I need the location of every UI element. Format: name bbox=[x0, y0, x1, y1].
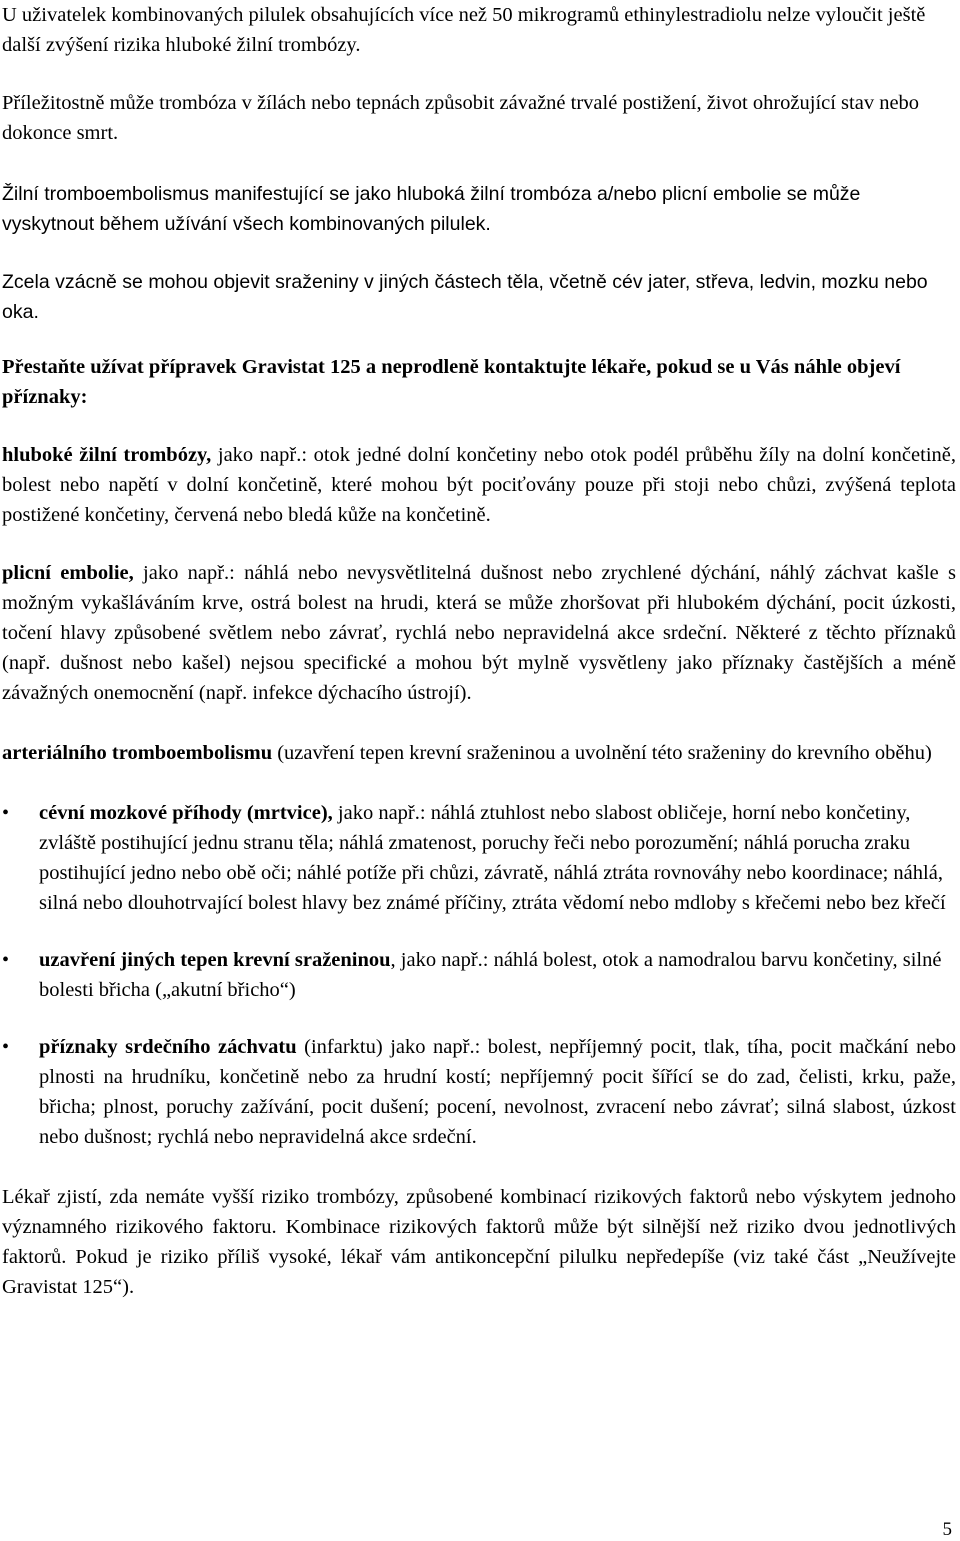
paragraph-rare-clots: Zcela vzácně se mohou objevit sraženiny v jiných částech těla, včetně cév jater, střeva, ledvin, mozku nebo oka. bbox=[2, 271, 928, 323]
paragraph-dvt bbox=[2, 440, 956, 530]
bullet-marker: • bbox=[2, 802, 10, 824]
symptom-list bbox=[2, 798, 956, 1152]
list-item-text: jako např.: náhlá ztuhlost nebo slabost obličeje, horní nebo končetiny, zvláště postihující jednu stranu těla; náhlá zmatenost, poruchy řeči nebo porozumění; náhlá porucha zraku postihující jedno nebo obě oči; náhlé potíže při chůzi, závratě, náhlá ztráta rovnováhy nebo koordinace; náhlá, silná nebo dlouhotrvající bolest hlavy bez známé příčiny, ztráta vědomí nebo mdloby s křečemi nebo bez křečí bbox=[39, 802, 946, 914]
pe-heading: plicní embolie, bbox=[2, 562, 134, 584]
arterial-heading: arteriálního tromboembolismu bbox=[2, 742, 273, 764]
arterial-text: (uzavření tepen krevní sraženinou a uvolnění této sraženiny do krevního oběhu) bbox=[272, 742, 932, 764]
pe-text: jako např.: náhlá nebo nevysvětlitelná dušnost nebo zrychlené dýchání, náhlý záchvat kašle s možným vykašláváním krve, ostrá bolest na hrudi, která se může zhoršovat při hlubokém dýchání, pocit úzkosti, točení hlavy způsobené světlem nebo závrať, rychlá nebo nepravidelná akce srdeční. Některé z těchto příznaků (např. dušnost nebo kašel) nejsou specifické a mohou být mylně vysvětleny jako příznaky častějších a méně závažných onemocnění (např. infekce dýchacího ústrojí). bbox=[2, 562, 956, 704]
paragraph-ethinylestradiol: U uživatelek kombinovaných pilulek obsahujících více než 50 mikrogramů ethinylestradiolu nelze vyloučit ještě další zvýšení rizika hluboké žilní trombózy. bbox=[2, 4, 926, 56]
list-item-stroke bbox=[2, 798, 956, 918]
stop-warning-text: Přestaňte užívat přípravek Gravistat 125 a neprodleně kontaktujte lékaře, pokud se u Vás náhle objeví příznaky: bbox=[2, 356, 901, 408]
page-number: 5 bbox=[942, 1519, 952, 1540]
bullet-marker: • bbox=[2, 1036, 10, 1058]
list-item-heading: uzavření jiných tepen krevní sraženinou bbox=[39, 949, 391, 971]
list-item-text: , jako např.: náhlá bolest, otok a namodralou barvu končetiny, silné bolesti břicha („akutní břicho“) bbox=[39, 949, 942, 1001]
paragraph-arterial bbox=[2, 738, 956, 768]
paragraph-pe bbox=[2, 558, 956, 708]
list-item-heading: cévní mozkové příhody (mrtvice), bbox=[39, 802, 333, 824]
dvt-heading: hluboké žilní trombózy, bbox=[2, 444, 212, 466]
paragraph-permanent-damage: Příležitostně může trombóza v žílách nebo tepnách způsobit závažné trvalé postižení, život ohrožující stav nebo dokonce smrt. bbox=[2, 92, 920, 144]
bullet-marker: • bbox=[2, 949, 10, 971]
paragraph-venous-thromboembolism: Žilní tromboembolismus manifestující se jako hluboká žilní trombóza a/nebo plicní embolie se může vyskytnout během užívání všech kombinovaných pilulek. bbox=[2, 183, 861, 235]
paragraph-stop-warning bbox=[2, 352, 956, 412]
list-item-heart-attack bbox=[2, 1032, 956, 1152]
list-item-heading: příznaky srdečního záchvatu bbox=[39, 1036, 297, 1058]
list-item-other-arteries bbox=[2, 945, 956, 1005]
document-page bbox=[2, 0, 956, 1302]
list-item-text: (infarktu) jako např.: bolest, nepříjemný pocit, tlak, tíha, pocit mačkání nebo plnosti na hrudníku, končetině nebo za hrudní kostí; nepříjemný pocit šířící se do zad, čelisti, krku, paže, břicha; plnost, poruchy zažívání, pocit dušení; pocení, nevolnost, zvracení nebo závrať; silná slabost, úzkost nebo dušnost; rychlá nebo nepravidelná akce srdeční. bbox=[39, 1036, 956, 1148]
dvt-text: jako např.: otok jedné dolní končetiny nebo otok podél průběhu žíly na dolní končetině, bolest nebo napětí v dolní končetině, které mohou být pociťovány pouze při stoji nebo chůzi, zvýšená teplota postižené končetiny, červená nebo bledá kůže na končetině. bbox=[2, 444, 956, 526]
paragraph-doctor-assessment: Lékař zjistí, zda nemáte vyšší riziko trombózy, způsobené kombinací rizikových faktorů nebo výskytem jednoho významného rizikového faktoru. Kombinace rizikových faktorů může být silnější než riziko dvou jednotlivých faktorů. Pokud je riziko příliš vysoké, lékař vám antikoncepční pilulku nepředepíše (viz také část „Neužívejte Gravistat 125“). bbox=[2, 1186, 956, 1298]
